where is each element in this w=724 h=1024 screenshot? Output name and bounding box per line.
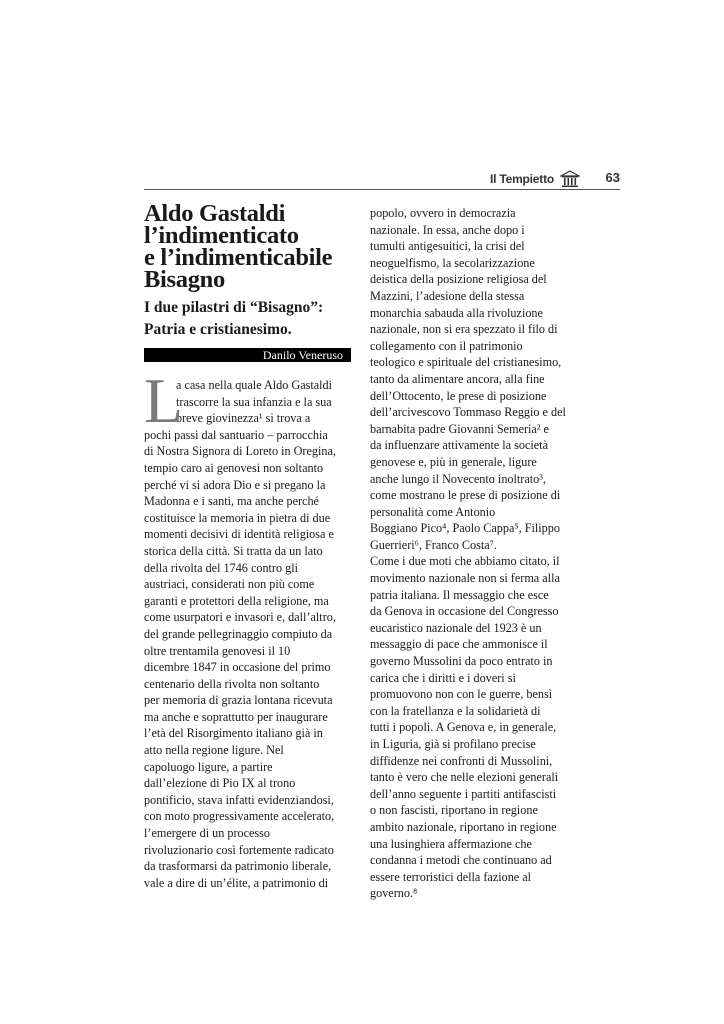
text-line: ambito nazionale, riportano in regione [370,819,557,834]
text-line: ma anche e soprattutto per inaugurare [144,709,328,724]
text-line: carica che i diritti e i doveri si [370,670,516,685]
text-line: perché vi si adora Dio e si pregano la [144,477,326,492]
subtitle-line: I due pilastri di “Bisagno”: [144,299,324,316]
text-line: con moto progressivamente accelerato, [144,809,335,824]
text-line: nazionale. In essa, anche dopo i [370,222,525,237]
right-column [370,205,580,902]
text-line: governo.⁸ [370,886,418,901]
text-line: barnabita padre Giovanni Semeria² e [370,421,549,436]
title-line: Aldo Gastaldi [144,200,286,227]
text-line: rivoluzionario così fortemente radicato [144,842,334,857]
text-line: monarchia sabauda alla rivoluzione [370,305,543,320]
text-line: eucaristico nazionale del 1923 è un [370,620,542,635]
drop-cap: L [144,365,184,436]
text-line: dell’arcivescovo Tommaso Reggio e del [370,405,566,420]
text-line: Madonna e i santi, ma anche perché [144,494,319,509]
text-line: momenti decisivi di identità religiosa e [144,527,334,542]
text-line: una lusinghiera affermazione che [370,836,532,851]
magazine-name: Il Tempietto [489,172,554,186]
text-line: a casa nella quale Aldo Gastaldi [176,378,333,392]
title-line: Bisagno [144,266,225,293]
text-line: oltre trentamila genovesi il 10 [144,643,291,658]
text-line: dell’anno seguente i partiti antifascisti [370,786,557,801]
text-line: essere terroristici della fazione al [370,869,532,884]
text-line: tumulti antigesuitici, la crisi del [370,239,525,254]
text-line: centenario della rivolta non soltanto [144,676,320,691]
text-line: diffidenze nei confronti di Mussolini, [370,753,553,768]
text-line: della rivolta del 1746 contro gli [144,560,298,575]
text-line: austriaci, considerati non più come [144,577,315,592]
text-line: nazionale, non si era spezzato il filo di [370,322,558,337]
text-line: l’emergere di un processo [144,826,271,841]
text-line: per memoria di grazia lontana ricevuta [144,693,333,708]
text-line: dicembre 1847 in occasione del primo [144,660,331,675]
temple-icon [560,170,580,188]
left-lines [144,377,351,891]
title-line: l’indimenticato [144,222,299,249]
author-byline: Danilo Veneruso [144,348,351,362]
text-line: promuovono non con le guerre, bensì [370,687,553,702]
text-line: da trasformarsi da patrimonio liberale, [144,859,332,874]
text-line: trascorre la sua infanzia e la sua [176,394,332,409]
article-title [144,200,351,293]
text-line: atto nella regione ligure. Nel [144,743,284,758]
text-line: teologico e spirituale del cristianesimo, [370,355,562,370]
text-line: Boggiano Pico⁴, Paolo Cappa⁵, Filippo [370,521,560,536]
text-line: breve giovinezza¹ si trova a [176,411,311,426]
left-column [144,200,351,891]
text-line: messaggio di pace che ammonisce il [370,637,548,652]
text-line: vale a dire di un’élite, a patrimonio di [144,875,329,890]
text-line: Guerrieri⁶, Franco Costa⁷. [370,537,497,552]
right-lines [370,205,580,902]
text-line: movimento nazionale non si ferma alla [370,571,560,586]
text-line: storica della città. Si tratta da un lato [144,543,323,558]
article-subtitle [144,297,351,341]
text-line: collegamento con il patrimonio [370,338,523,353]
text-line: come mostrano le prese di posizione di [370,488,561,503]
text-line: come usurpatori e invasori e, dall’altro, [144,610,336,625]
text-line: tanto è vero che nelle elezioni generali [370,770,559,785]
text-line: genovese e, più in generale, ligure [370,454,537,469]
text-line: con la fratellanza e la solidarietà di [370,703,541,718]
text-line: tutti i popoli. A Genova e, in generale, [370,720,557,735]
body-text-left [144,365,351,891]
text-line: personalità come Antonio [370,504,496,519]
text-line: condanna i metodi che continuano ad [370,853,552,868]
text-line: garanti e protettori della religione, ma [144,593,329,608]
text-line: dell’Ottocento, le prese di posizione [370,388,547,403]
text-line: patria italiana. Il messaggio che esce [370,587,549,602]
text-line: costituisce la memoria in pietra di due [144,510,331,525]
text-line: o non fascisti, riportano in regione [370,803,538,818]
title-line: e l’indimenticabile [144,244,333,271]
subtitle-line: Patria e cristianesimo. [144,321,292,338]
text-line: Mazzini, l’adesione della stessa [370,288,525,303]
text-line: neoguelfismo, la secolarizzazione [370,255,535,270]
text-line: del grande pellegrinaggio compiuto da [144,626,333,641]
page-number: 63 [605,170,620,185]
text-line: di Nostra Signora di Loreto in Oregina, [144,444,336,459]
text-line: pochi passi dal santuario – parrocchia [144,427,328,442]
text-line: popolo, ovvero in democrazia [370,206,516,220]
text-line: dall’elezione di Pio IX al trono [144,776,296,791]
text-line: pontificio, stava infatti evidenziandosi, [144,792,334,807]
text-line: da Genova in occasione del Congresso [370,604,559,619]
text-line: tanto da alimentare ancora, alla fine [370,371,545,386]
text-line: Come i due moti che abbiamo citato, il [370,554,560,569]
text-line: tempio caro ai genovesi non soltanto [144,460,324,475]
header-rule [144,189,620,190]
text-line: governo Mussolini da poco entrato in [370,654,553,669]
text-line: anche lungo il Novecento inoltrato³, [370,471,546,486]
header-brand [490,170,580,188]
text-line: capoluogo ligure, a partire [144,759,273,774]
running-header [144,168,620,190]
text-line: deistica della posizione religiosa del [370,272,547,287]
text-line: in Liguria, già si profilano precise [370,737,536,751]
text-line: l’età del Risorgimento italiano già in [144,726,323,741]
text-line: da influenzare attivamente la società [370,438,548,453]
